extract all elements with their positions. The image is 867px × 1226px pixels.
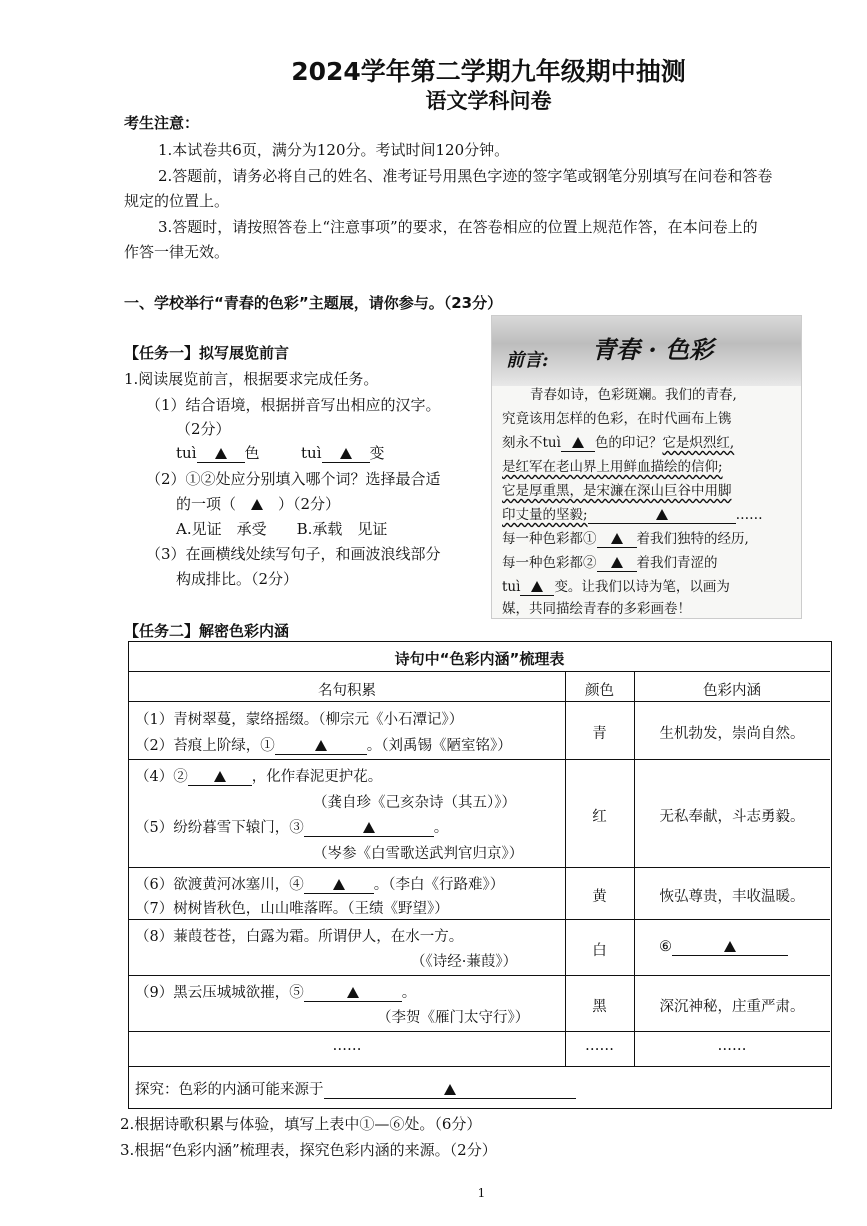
color-cell: …… (585, 1038, 614, 1054)
explore-blank[interactable] (324, 1082, 576, 1099)
blank-number-6: ⑥ (659, 939, 672, 955)
poster-line-8 (502, 551, 718, 572)
quote-text: （2）苔痕上阶绿，① (135, 738, 275, 754)
pinyin-blank-1 (176, 442, 260, 463)
poster-line-6-text: 印丈量的坚毅; (502, 507, 588, 523)
poster-line-8-a: 每一种色彩都② (502, 555, 597, 571)
answer-blank[interactable] (561, 435, 595, 452)
explore-row (135, 1078, 576, 1099)
table-row-2-source-1: （龚自珍《己亥杂诗（其五）》） (313, 795, 516, 811)
color-cell: 黑 (592, 999, 607, 1015)
triangle-icon (724, 941, 736, 952)
question-1-1-points: （2分） (176, 420, 231, 438)
question-1-3-points: 构成排比。（2分） (176, 570, 299, 588)
color-cell: 黄 (592, 889, 607, 905)
continuation-blank[interactable] (588, 507, 736, 524)
notice-item-2-cont: 规定的位置上。 (124, 192, 230, 210)
table-row-4-line-1: （8）蒹葭苍苍，白露为霜。所谓伊人，在水一方。 (135, 929, 464, 945)
meaning-cell: 无私奉献，斗志勇毅。 (659, 809, 805, 825)
notice-item-3: 3.答题时，请按照答卷上“注意事项”的要求，在答卷相应的位置上规范作答，在本问卷上的 (158, 218, 758, 236)
quote-text: （6）欲渡黄河冰塞川，④ (135, 877, 304, 893)
table-row-6-quotes: …… (332, 1038, 362, 1054)
color-cell: 红 (592, 809, 607, 825)
poster-title: 青春 · 色彩 (592, 335, 714, 364)
section1-heading: 一、学校举行“青春的色彩”主题展，请你参与。（23分） (124, 294, 503, 312)
answer-blank-1[interactable] (275, 738, 367, 755)
color-cell: 青 (592, 726, 607, 742)
notice-item-3-cont: 作答一律无效。 (124, 243, 230, 261)
poster-line-10: 媒，共同描绘青春的多彩画卷！ (502, 601, 691, 617)
answer-blank[interactable] (520, 579, 554, 596)
question-1-2-options: A.见证 承受 B.承载 见证 (176, 520, 388, 538)
header-color: 颜色 (585, 683, 614, 699)
triangle-icon (572, 437, 584, 448)
answer-blank-2[interactable] (188, 769, 252, 786)
triangle-icon (251, 499, 263, 510)
poster-line-8-b: 着我们青涩的 (636, 555, 718, 571)
page-subtitle: 语文学科问卷 (425, 89, 552, 113)
triangle-icon (611, 533, 623, 544)
answer-blank[interactable] (597, 531, 637, 548)
meaning-cell (659, 939, 788, 956)
pinyin-2: tuì (301, 444, 322, 462)
question-1-1: （1）结合语境，根据拼音写出相应的汉字。 (146, 396, 441, 414)
poster-line-3-c: 它是炽烈红, (662, 435, 735, 451)
table-row-1-line-1: （1）青树翠蔓，蒙络摇缀。（柳宗元《小石潭记》） (135, 712, 464, 728)
quote-source: 。（刘禹锡《陋室铭》） (366, 738, 512, 754)
pinyin-blank-2 (301, 442, 385, 463)
table-row-5-source: （李贺《雁门太守行》） (377, 1010, 530, 1026)
meaning-cell: 恢弘尊贵，丰收温暖。 (659, 889, 805, 905)
poster-line-9-b: 变。让我们以诗为笔，以画为 (554, 579, 730, 595)
meaning-cell: 深沉神秘，庄重严肃。 (659, 999, 805, 1015)
table-rule (129, 759, 830, 760)
triangle-icon (363, 822, 375, 833)
table-caption: 诗句中“色彩内涵”梳理表 (394, 650, 565, 668)
table-row-2-source-2: （岑参《白雪歌送武判官归京》） (313, 846, 524, 862)
header-quotes: 名句积累 (318, 683, 376, 699)
triangle-icon (214, 771, 226, 782)
page-title: 2024学年第二学期九年级期中抽测 (291, 57, 686, 86)
triangle-icon (315, 740, 327, 751)
question-3: 3.根据“色彩内涵”梳理表，探究色彩内涵的来源。（2分） (120, 1141, 497, 1159)
answer-blank[interactable] (597, 555, 637, 572)
quote-text: 。 (433, 820, 449, 836)
table-rule (129, 919, 830, 920)
table-row-3-line-1 (135, 873, 504, 894)
exhibition-preface-poster (491, 315, 802, 619)
poster-line-3-a: 刻永不tuì (502, 435, 561, 451)
table-rule (129, 867, 830, 868)
quote-text: 。 (401, 985, 417, 1001)
triangle-icon (215, 448, 227, 459)
page-number: 1 (477, 1186, 486, 1200)
table-rule (129, 701, 830, 702)
quote-text: （9）黑云压城城欲摧，⑤ (135, 985, 304, 1001)
choice-open: 的一项（ (176, 495, 237, 513)
table-rule (129, 1066, 830, 1067)
triangle-icon (347, 987, 359, 998)
answer-blank-4[interactable] (304, 877, 374, 894)
poster-label: 前言: (506, 350, 549, 371)
notice-item-2: 2.答题前，请务必将自己的姓名、准考证号用黑色字迹的签字笔或钢笔分别填写在问卷和答卷 (158, 167, 773, 185)
poster-line-7 (502, 527, 749, 548)
answer-blank-5[interactable] (304, 985, 402, 1002)
color-cell: 白 (592, 943, 607, 959)
poster-line-4: 是红军在老山界上用鲜血描绘的信仰; (502, 459, 723, 475)
explore-label: 探究：色彩的内涵可能来源于 (135, 1082, 324, 1098)
header-meaning: 色彩内涵 (703, 683, 761, 699)
choice-blank[interactable] (236, 495, 278, 513)
answer-blank-6[interactable] (672, 939, 788, 956)
poster-line-3 (502, 431, 734, 452)
question-2: 2.根据诗歌积累与体验，填写上表中①—⑥处。（6分） (120, 1115, 482, 1133)
quote-text: ，化作春泥更护花。 (251, 769, 383, 785)
notice-item-1: 1.本试卷共6页，满分为120分。考试时间120分钟。 (158, 141, 510, 159)
table-row-1-line-2 (135, 734, 512, 755)
task1-heading: 【任务一】拟写展览前言 (124, 344, 290, 362)
task2-heading: 【任务二】解密色彩内涵 (124, 622, 290, 640)
question-1: 1.阅读展览前言，根据要求完成任务。 (124, 370, 379, 388)
answer-blank[interactable] (197, 444, 245, 463)
question-1-2-choice (176, 493, 340, 514)
notice-heading: 考生注意： (124, 114, 200, 132)
triangle-icon (333, 879, 345, 890)
triangle-icon (611, 557, 623, 568)
meaning-cell: …… (717, 1038, 747, 1054)
table-rule (129, 1031, 830, 1032)
poster-line-9 (502, 575, 730, 596)
answer-blank[interactable] (322, 444, 370, 463)
poster-line-5: 它是厚重黑，是宋濂在深山巨谷中用脚 (502, 483, 732, 499)
quote-text: （5）纷纷暮雪下辕门，③ (135, 820, 304, 836)
quote-text: （4）② (135, 769, 188, 785)
table-row-5-line-1 (135, 981, 416, 1002)
pinyin-2-suffix: 变 (369, 444, 385, 462)
pinyin-1-suffix: 色 (244, 444, 260, 462)
poster-line-1: 青春如诗，色彩斑斓。我们的青春, (530, 387, 737, 403)
table-rule (129, 671, 830, 672)
choice-close: ）（2分） (278, 495, 341, 513)
table-row-4-source: （《诗经·蒹葭》） (411, 954, 518, 970)
poster-line-7-b: 着我们独特的经历, (636, 531, 749, 547)
quote-source: 。（李白《行路难》） (373, 877, 505, 893)
color-meaning-table (128, 641, 832, 1109)
answer-blank-3[interactable] (304, 820, 434, 837)
poster-line-2: 究竟该用怎样的色彩，在时代画布上镌 (502, 411, 732, 427)
triangle-icon (340, 448, 352, 459)
table-row-3-line-2: （7）树树皆秋色，山山唯落晖。（王绩《野望》） (135, 901, 449, 917)
poster-line-6 (502, 503, 763, 524)
triangle-icon (656, 509, 668, 520)
triangle-icon (444, 1084, 456, 1095)
question-1-2: （2）①②处应分别填入哪个词？选择最合适 (146, 470, 441, 488)
table-rule (129, 975, 830, 976)
question-1-3: （3）在画横线处续写句子，和画波浪线部分 (146, 545, 441, 563)
meaning-cell: 生机勃发，崇尚自然。 (659, 726, 805, 742)
table-row-2-line-2 (135, 816, 448, 837)
triangle-icon (531, 581, 543, 592)
poster-line-7-a: 每一种色彩都① (502, 531, 597, 547)
table-row-2-line-1 (135, 765, 382, 786)
poster-line-9-a: tuì (502, 579, 521, 595)
poster-ellipsis: …… (735, 507, 763, 523)
poster-line-3-b: 色的印记？ (594, 435, 663, 451)
pinyin-1: tuì (176, 444, 197, 462)
